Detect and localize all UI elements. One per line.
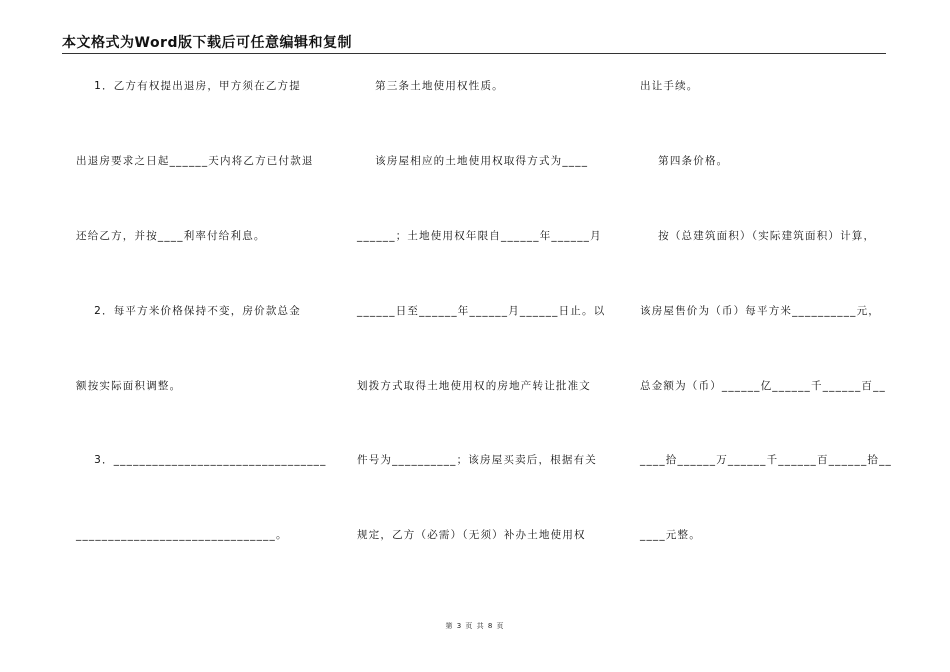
text-line: 该房屋相应的土地使用权取得方式为____ [357,155,589,167]
text-line: _______________________________。 [76,529,288,541]
text-line: 规定，乙方（必需）（无须）补办土地使用权 [357,529,586,541]
text-line: 第四条价格。 [640,155,729,167]
text-line: 2．每平方米价格保持不变，房价款总金 [76,305,301,317]
text-line: 该房屋售价为（币）每平方米__________元， [640,305,880,317]
text-line: 按（总建筑面积）（实际建筑面积）计算， [640,230,876,242]
text-line: 划拨方式取得土地使用权的房地产转让批准文 [357,380,591,392]
text-line: ____元整。 [640,529,701,541]
text-line: 总金额为（币）______亿______千______百__ [640,380,886,392]
page-number: 第 3 页 共 8 页 [445,622,505,630]
text-line: 出让手续。 [640,80,699,92]
text-column-3 [640,62,892,602]
text-column-1 [76,62,327,602]
text-line: 件号为__________；该房屋买卖后，根据有关 [357,454,597,466]
text-line: 1．乙方有权提出退房，甲方须在乙方提 [76,80,301,92]
text-line: 额按实际面积调整。 [76,380,182,392]
text-line: 3．_________________________________ [76,454,327,466]
text-line: ______日至______年______月______日止。以 [357,305,606,317]
document-header [62,34,886,54]
text-line: 出退房要求之日起______天内将乙方已付款退 [76,155,314,167]
text-line: ______；土地使用权年限自______年______月 [357,230,602,242]
text-line: ____拾______万______千______百______拾__ [640,454,892,466]
text-line: 第三条土地使用权性质。 [357,80,504,92]
header-title: 本文格式为Word版下载后可任意编辑和复制 [62,35,352,51]
text-column-2 [357,62,606,602]
text-line: 还给乙方，并按____利率付给利息。 [76,230,266,242]
